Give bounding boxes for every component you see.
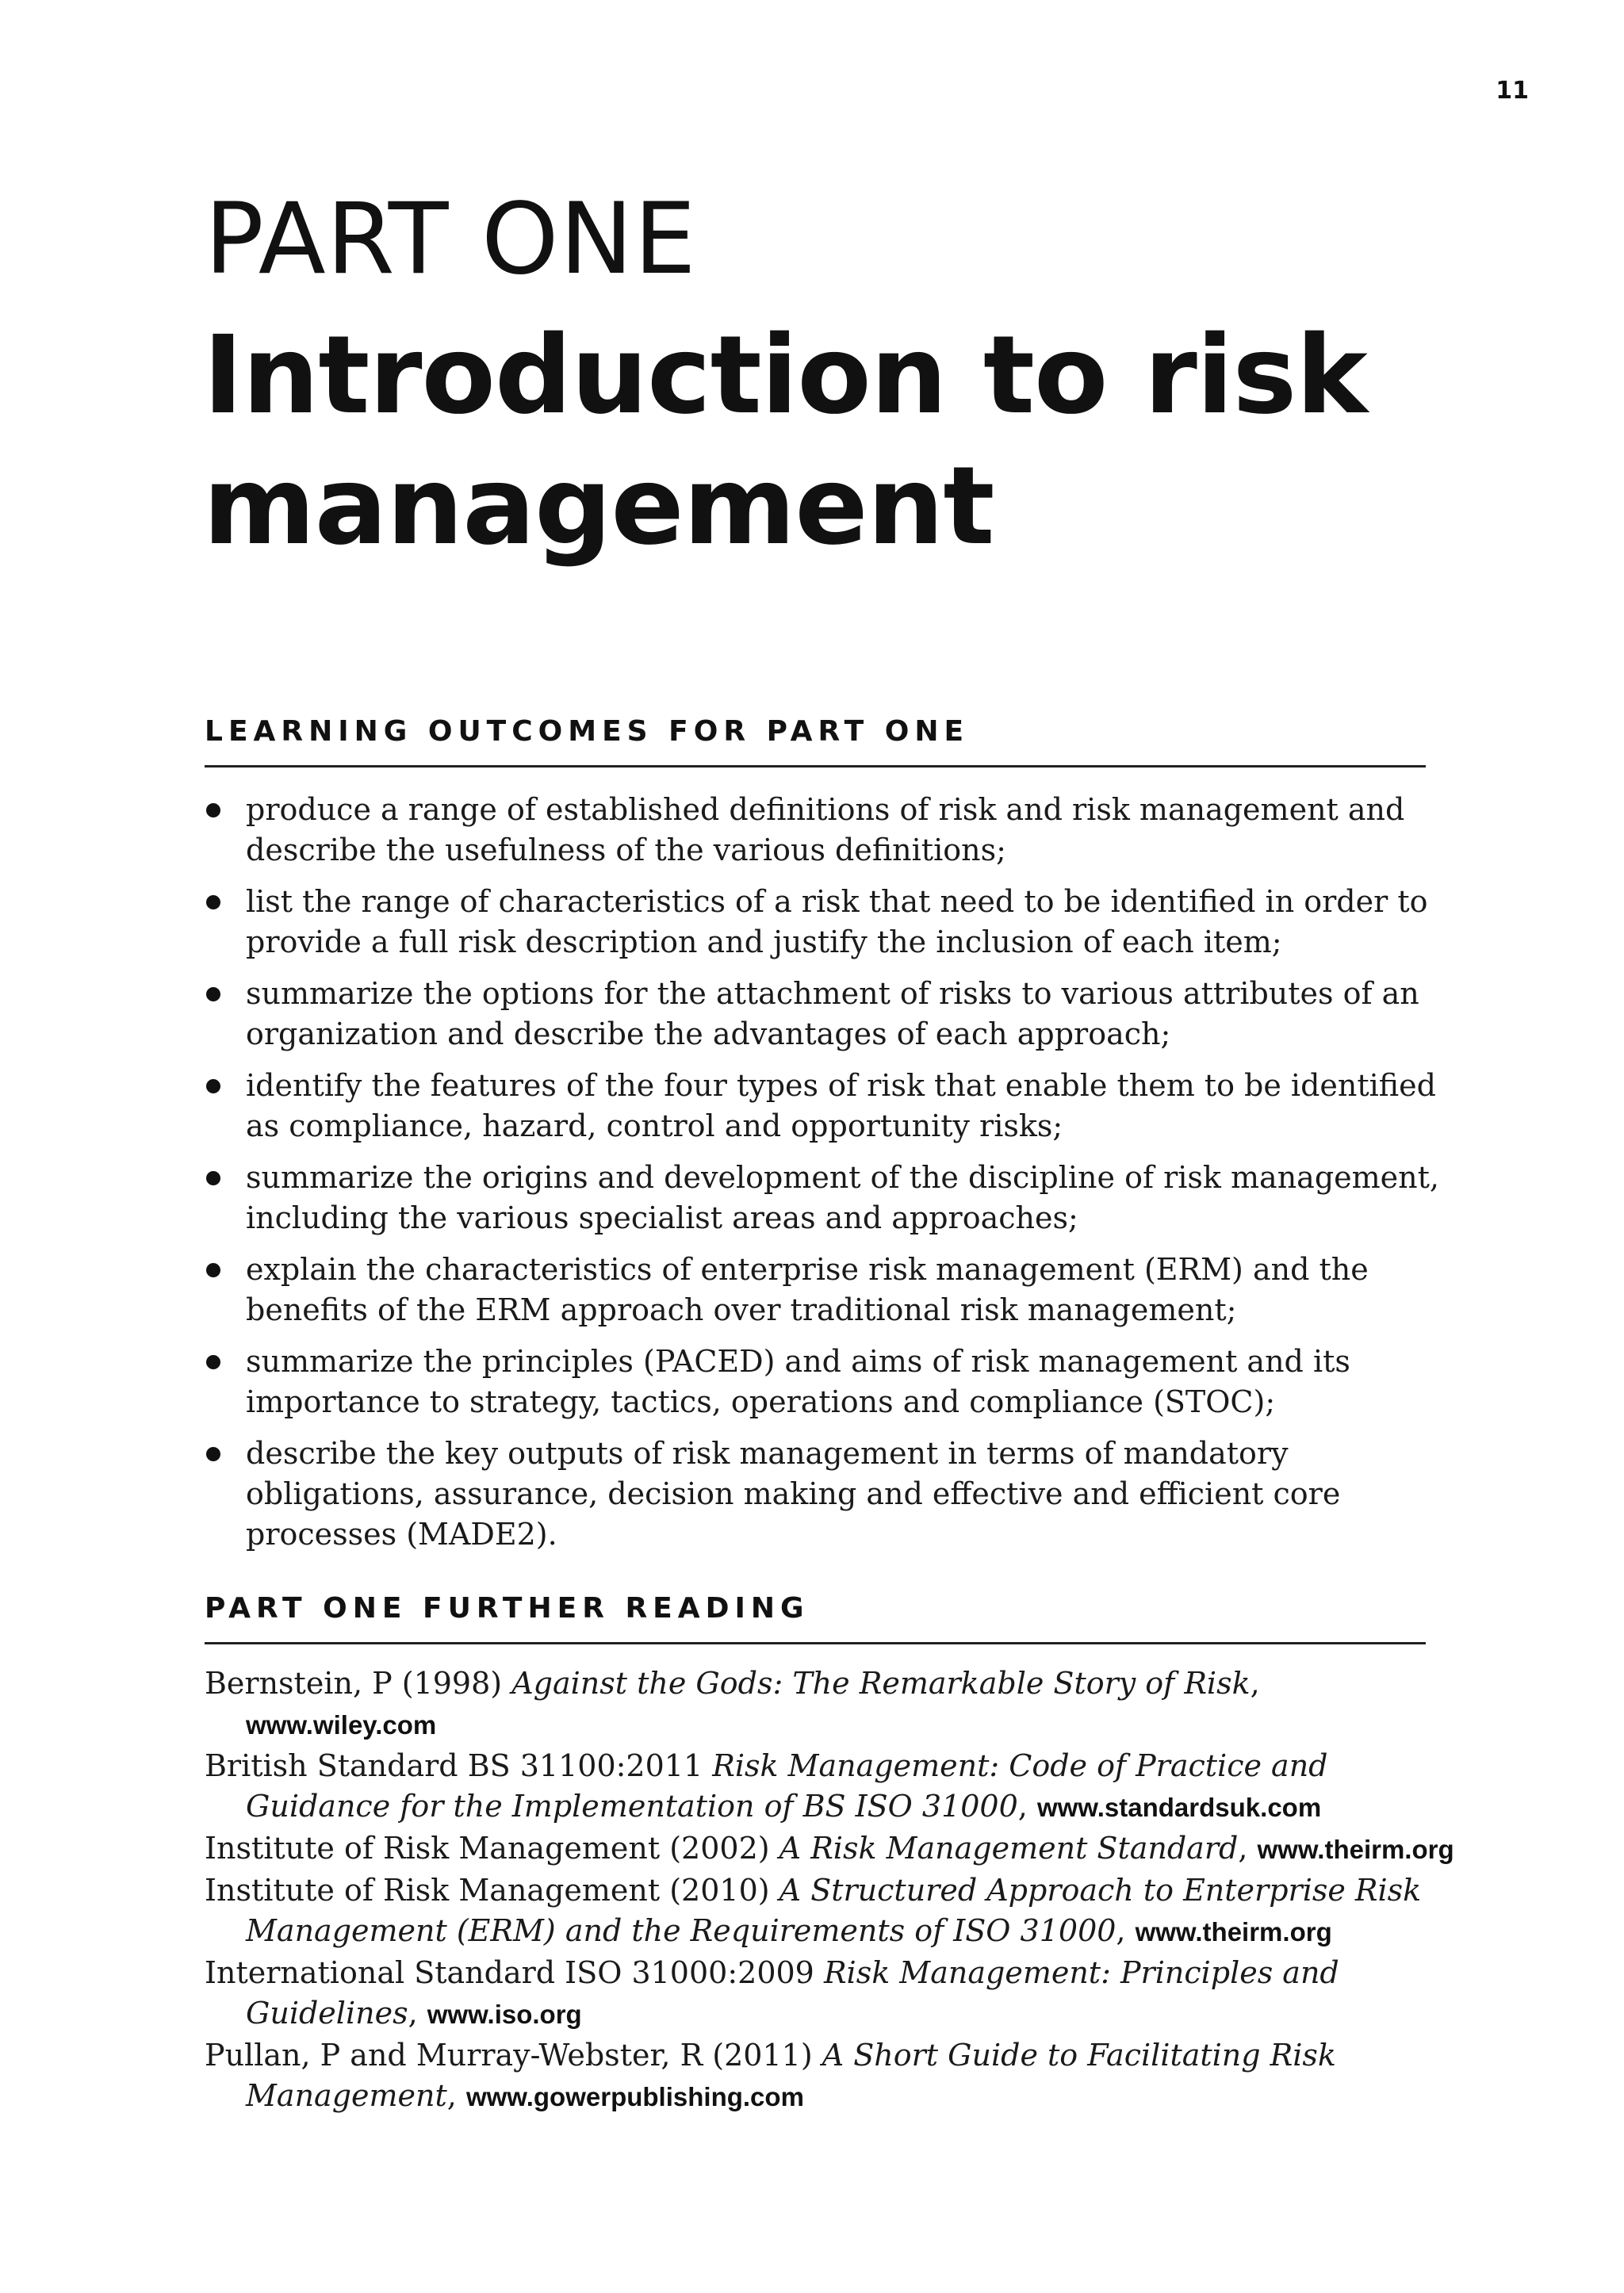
learning-outcomes-list (205, 790, 1442, 1566)
reading-title: Risk Management: Principles and Guidelines (246, 1955, 1339, 2031)
reading-item (205, 2035, 1457, 2117)
outcome-text: summarize the options for the attachment of risks to various attributes of an organization and describe the advantages of each approach; (246, 976, 1419, 1051)
reading-separator: , (1250, 1666, 1260, 1701)
further-reading-list (205, 1663, 1457, 2118)
learning-outcomes-heading: LEARNING OUTCOMES FOR PART ONE (205, 718, 1426, 768)
outcome-text: explain the characteristics of enterprise risk management (ERM) and the benefits of the ERM approach over traditional risk management; (246, 1252, 1369, 1327)
reading-url-link[interactable]: www.standardsuk.com (1036, 1793, 1322, 1822)
reading-author: British Standard BS 31100:2011 (205, 1748, 713, 1783)
outcome-item (205, 1342, 1442, 1422)
reading-separator: , (408, 1996, 427, 2031)
reading-separator: , (446, 2078, 466, 2113)
part-label: PART ONE (205, 182, 697, 297)
reading-author: Bernstein, P (1998) (205, 1666, 512, 1701)
outcome-item (205, 1434, 1442, 1555)
part-title-line-2: management (203, 444, 994, 569)
bullet-icon (206, 1263, 220, 1277)
reading-url-link[interactable]: www.theirm.org (1257, 1835, 1454, 1864)
reading-author: Institute of Risk Management (2002) (205, 1831, 779, 1866)
further-reading-heading: PART ONE FURTHER READING (205, 1594, 1426, 1644)
outcome-text: produce a range of established definitions of risk and risk management and describe the usefulness of the various definitions; (246, 792, 1405, 867)
bullet-icon (206, 803, 220, 817)
outcome-text: describe the key outputs of risk management in terms of mandatory obligations, assurance, decision making and effective and efficient core processes (MADE2). (246, 1436, 1341, 1552)
bullet-icon (206, 895, 220, 909)
outcome-item (205, 790, 1442, 871)
outcome-item (205, 974, 1442, 1055)
reading-title: A Structured Approach to Enterprise Risk Management (ERM) and the Requirements of ISO 31000 (246, 1873, 1422, 1948)
reading-author: International Standard ISO 31000:2009 (205, 1955, 824, 1990)
reading-title: Risk Management: Code of Practice and Guidance for the Implementation of BS ISO 31000 (246, 1748, 1328, 1824)
part-title (203, 311, 1551, 572)
bullet-icon (206, 1171, 220, 1185)
outcome-text: summarize the origins and development of the discipline of risk management, including the various specialist areas and approaches; (246, 1160, 1439, 1235)
bullet-icon (206, 1447, 220, 1461)
outcome-item (205, 882, 1442, 963)
part-title-line-1: Introduction to risk (203, 313, 1367, 438)
reading-url-link[interactable]: www.gowerpublishing.com (465, 2082, 804, 2111)
reading-url-link[interactable]: www.iso.org (427, 2000, 582, 2029)
reading-item (205, 1870, 1457, 1952)
outcome-text: list the range of characteristics of a risk that need to be identified in order to provide a full risk description and justify the inclusion of each item; (246, 884, 1428, 959)
outcome-item (205, 1250, 1442, 1330)
outcome-text: identify the features of the four types of risk that enable them to be identified as compliance, hazard, control and opportunity risks; (246, 1068, 1436, 1143)
reading-author: Pullan, P and Murray-Webster, R (2011) (205, 2038, 822, 2073)
outcome-text: summarize the principles (PACED) and aims of risk management and its importance to strategy, tactics, operations and compliance (STOC); (246, 1344, 1350, 1419)
outcome-item (205, 1158, 1442, 1238)
reading-item (205, 1663, 1457, 1745)
reading-separator: , (1017, 1789, 1037, 1824)
reading-title: A Risk Management Standard (779, 1831, 1239, 1866)
reading-item (205, 1828, 1457, 1870)
bullet-icon (206, 987, 220, 1001)
reading-title: A Short Guide to Facilitating Risk Management (246, 2038, 1336, 2113)
bullet-icon (206, 1355, 220, 1369)
reading-item (205, 1746, 1457, 1828)
reading-title: Against the Gods: The Remarkable Story of Risk (511, 1666, 1251, 1701)
bullet-icon (206, 1079, 220, 1093)
reading-url-link[interactable]: www.theirm.org (1135, 1917, 1332, 1947)
reading-item (205, 1953, 1457, 2035)
reading-separator: , (1238, 1831, 1258, 1866)
reading-url-link[interactable]: www.wiley.com (246, 1710, 437, 1740)
outcome-item (205, 1066, 1442, 1146)
reading-separator: , (1116, 1913, 1136, 1948)
reading-author: Institute of Risk Management (2010) (205, 1873, 779, 1908)
page-number: 11 (1496, 77, 1529, 105)
